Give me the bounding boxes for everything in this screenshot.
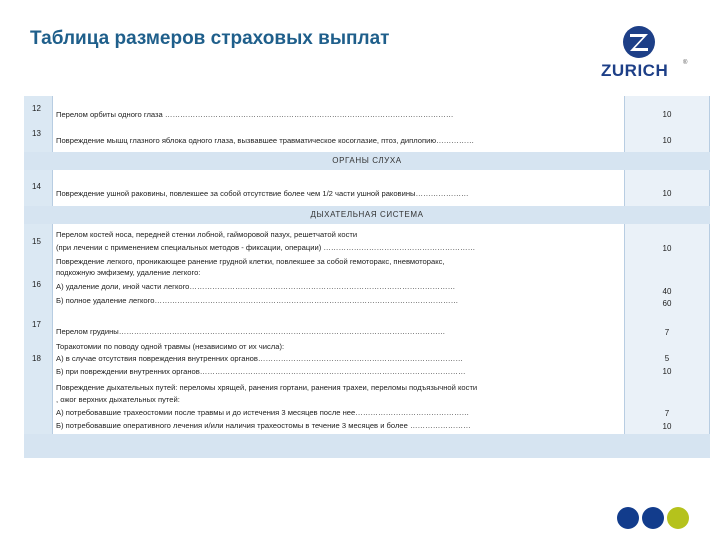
page-title: Таблица размеров страховых выплат (30, 28, 390, 49)
row-value: 40 (662, 287, 672, 296)
row-value: 10 (662, 136, 672, 145)
row-text: Повреждение дыхательных путей: переломы хрящей, ранения гортани, ранения трахеи, переломы подъязычной кости (56, 383, 478, 392)
row-text: , ожог верхних дыхательных путей: (56, 395, 180, 404)
row-value: 10 (662, 244, 672, 253)
row-text: Повреждение легкого, проникающее ранение грудной клетки, повлекшее за собой гемоторакс, пневмоторакс, (56, 257, 445, 266)
row-text: (при лечении с применением специальных методов - фиксации, операции) …………………………………………………… (56, 243, 476, 252)
row-number: 12 (32, 104, 41, 113)
number-column (24, 96, 52, 458)
logo-brand: ZURICH (601, 61, 669, 80)
row-text: Повреждение мышц глазного яблока одного глаза, вызвавшее травматическое косоглазие, птоз, диплопию…………… (56, 136, 475, 145)
row-number: 15 (32, 237, 41, 246)
dot-icon (667, 507, 689, 529)
row-value: 7 (664, 328, 670, 337)
section-heading-hearing: ОРГАНЫ СЛУХА (24, 152, 710, 170)
column-divider (52, 96, 53, 458)
row-text: Повреждение ушной раковины, повлекшее за собой отсутствие более чем 1/2 части ушной раковины………………… (56, 189, 469, 198)
row-text: Перелом грудины………………………………………………………………………………………………………………… (56, 327, 446, 336)
zurich-logo (596, 25, 696, 87)
row-text: Б) полное удаление легкого………………………………………………………………………………………………………… (56, 296, 459, 305)
payout-table (24, 96, 710, 458)
row-text: Перелом орбиты одного глаза …………………………………………………………………………………………………… (56, 110, 454, 119)
row-number: 17 (32, 320, 41, 329)
zurich-emblem-icon (620, 25, 658, 59)
dot-icon (642, 507, 664, 529)
row-value: 10 (662, 367, 672, 376)
row-text: Торакотомии по поводу одной травмы (независимо от их числа): (56, 342, 285, 351)
section-heading-breathing: ДЫХАТЕЛЬНАЯ СИСТЕМА (24, 206, 710, 224)
row-text: А) в случае отсутствия повреждения внутренних органов……………………………………………………………………… (56, 354, 463, 363)
row-value: 10 (662, 110, 672, 119)
row-text: подкожную эмфизему, удаление легкого: (56, 268, 201, 277)
row-text: А) удаление доли, иной части легкого…………………………………………………………………………………………… (56, 282, 456, 291)
row-number: 18 (32, 354, 41, 363)
logo-registered: ® (683, 60, 688, 66)
row-text: А) потребовавшие трахеостомии после травмы и до истечения 3 месяцев после нее……………………………………… (56, 408, 470, 417)
row-number: 16 (32, 280, 41, 289)
row-value: 10 (662, 189, 672, 198)
column-divider (624, 96, 625, 458)
row-number: 13 (32, 129, 41, 138)
row-value: 5 (664, 354, 670, 363)
value-column (624, 96, 710, 458)
row-value: 60 (662, 299, 672, 308)
column-divider (709, 96, 710, 458)
row-text: Б) потребовавшие оперативного лечения и/или наличия трахеостомы в течение 3 месяцев и более …………………… (56, 421, 471, 430)
row-text: Перелом костей носа, передней стенки лобной, гайморовой пазух, решетчатой кости (56, 230, 358, 239)
row-text: Б) при повреждении внутренних органов…………………………………………………………………………………………… (56, 367, 466, 376)
row-value: 7 (664, 409, 670, 418)
dot-icon (617, 507, 639, 529)
table-footer-band (24, 434, 710, 458)
row-number: 14 (32, 182, 41, 191)
row-value: 10 (662, 422, 672, 431)
